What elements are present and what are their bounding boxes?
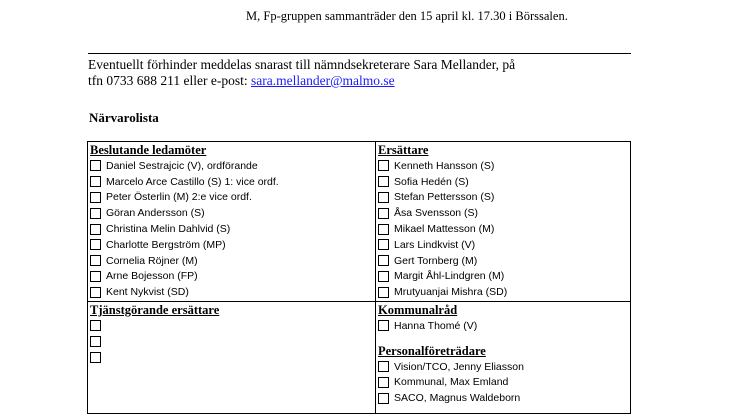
- beslutande-cell: [88, 142, 376, 302]
- attendance-row: [90, 269, 373, 285]
- meeting-notice-line: M, Fp-gruppen sammanträder den 15 april kl. 17.30 i Börssalen.: [246, 9, 568, 23]
- member-name: Christina Melin Dahlvid (S): [106, 223, 231, 236]
- attendance-row: [378, 390, 628, 406]
- attendance-row: [90, 253, 373, 269]
- attendance-row: [90, 237, 373, 253]
- attendance-row: [378, 375, 628, 391]
- attendance-row: [90, 190, 373, 206]
- checkbox[interactable]: [90, 255, 101, 266]
- member-name: Margit Åhl-Lindgren (M): [394, 270, 505, 283]
- ersattare-cell: [376, 142, 631, 302]
- attendance-row: [378, 158, 628, 174]
- attendance-row: [378, 174, 628, 190]
- member-name: Stefan Pettersson (S): [394, 191, 495, 204]
- attendance-row: [378, 221, 628, 237]
- attendance-row: [90, 350, 373, 366]
- checkbox[interactable]: [378, 192, 389, 203]
- attendance-row: [378, 190, 628, 206]
- member-name: Marcelo Arce Castillo (S) 1: vice ordf.: [106, 175, 279, 188]
- member-name: Arne Bojesson (FP): [106, 270, 198, 283]
- attendance-row: [90, 221, 373, 237]
- kommunalrad-cell: [376, 302, 631, 414]
- attendance-row: [90, 158, 373, 174]
- personal-list: [378, 359, 628, 406]
- checkbox[interactable]: [90, 239, 101, 250]
- attendance-row: [90, 318, 373, 334]
- attendance-row: [90, 334, 373, 350]
- attendance-row: [378, 237, 628, 253]
- member-name: SACO, Magnus Waldeborn: [394, 392, 521, 405]
- member-name: Mrutyuanjai Mishra (SD): [394, 286, 508, 299]
- checkbox[interactable]: [378, 176, 389, 187]
- checkbox[interactable]: [90, 352, 101, 363]
- ersattare-list: [378, 158, 628, 300]
- checkbox[interactable]: [90, 271, 101, 282]
- attendance-title: Närvarolista: [89, 110, 159, 125]
- member-name: Cornelia Röjner (M): [106, 254, 198, 267]
- member-name: Göran Andersson (S): [106, 207, 205, 220]
- checkbox[interactable]: [90, 336, 101, 347]
- checkbox[interactable]: [90, 176, 101, 187]
- checkbox[interactable]: [378, 377, 389, 388]
- checkbox[interactable]: [378, 271, 389, 282]
- absence-notice-line2: [88, 73, 515, 89]
- checkbox[interactable]: [378, 224, 389, 235]
- checkbox[interactable]: [90, 224, 101, 235]
- absence-notice-line1: Eventuellt förhinder meddelas snarast till nämndsekreterare Sara Mellander, på: [88, 57, 516, 72]
- checkbox[interactable]: [378, 208, 389, 219]
- tjanstgorande-heading: Tjänstgörande ersättare: [90, 303, 220, 317]
- checkbox[interactable]: [90, 320, 101, 331]
- kommunalrad-list: [378, 318, 628, 334]
- tjanstgorande-list: [90, 318, 373, 365]
- member-name: Kenneth Hansson (S): [394, 159, 495, 172]
- attendance-row: [378, 359, 628, 375]
- beslutande-list: [90, 158, 373, 300]
- member-name: Kommunal, Max Emland: [394, 376, 509, 389]
- attendance-row: [90, 205, 373, 221]
- attendance-row: [378, 284, 628, 300]
- member-name: Hanna Thomé (V): [394, 319, 478, 332]
- checkbox[interactable]: [378, 361, 389, 372]
- member-name: Lars Lindkvist (V): [394, 238, 476, 251]
- checkbox[interactable]: [90, 192, 101, 203]
- contact-phone-text: tfn 0733 688 211 eller e-post:: [88, 73, 251, 88]
- member-name: Kent Nykvist (SD): [106, 286, 189, 299]
- beslutande-heading: Beslutande ledamöter: [90, 143, 207, 157]
- member-name: Vision/TCO, Jenny Eliasson: [394, 360, 524, 373]
- attendance-row: [90, 174, 373, 190]
- attendance-row: [378, 269, 628, 285]
- checkbox[interactable]: [378, 393, 389, 404]
- horizontal-divider: [88, 53, 631, 54]
- attendance-row: [90, 284, 373, 300]
- checkbox[interactable]: [378, 160, 389, 171]
- checkbox[interactable]: [378, 239, 389, 250]
- checkbox[interactable]: [378, 255, 389, 266]
- personal-heading: Personalföreträdare: [378, 343, 486, 358]
- absence-notice: [88, 57, 515, 89]
- checkbox[interactable]: [90, 208, 101, 219]
- attendance-row: [378, 253, 628, 269]
- attendance-row: [378, 205, 628, 221]
- member-name: Charlotte Bergström (MP): [106, 238, 226, 251]
- ersattare-heading: Ersättare: [378, 143, 429, 157]
- checkbox[interactable]: [90, 160, 101, 171]
- attendance-row: [378, 318, 628, 334]
- email-link[interactable]: sara.mellander@malmo.se: [250, 73, 395, 88]
- member-name: Sofia Hedén (S): [394, 175, 469, 188]
- member-name: Mikael Mattesson (M): [394, 223, 495, 236]
- kommunalrad-heading: Kommunalråd: [378, 303, 458, 317]
- tjanstgorande-cell: [88, 302, 376, 414]
- member-name: Gert Tornberg (M): [394, 254, 478, 267]
- checkbox[interactable]: [378, 320, 389, 331]
- member-name: Peter Österlin (M) 2:e vice ordf.: [106, 191, 252, 204]
- checkbox[interactable]: [378, 287, 389, 298]
- member-name: Åsa Svensson (S): [394, 207, 479, 220]
- attendance-table: [87, 141, 631, 414]
- member-name: Daniel Sestrajcic (V), ordförande: [106, 159, 258, 172]
- checkbox[interactable]: [90, 287, 101, 298]
